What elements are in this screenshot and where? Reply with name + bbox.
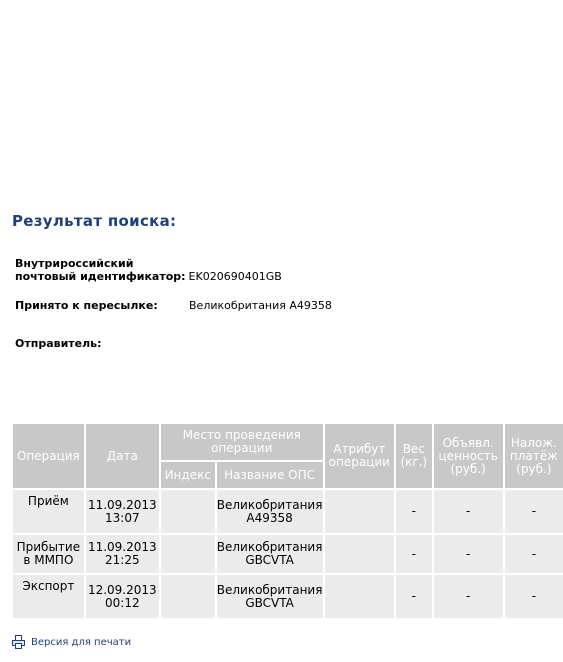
cell-declared-value: - [434, 535, 503, 573]
print-version-link[interactable] [12, 635, 131, 649]
cell-index [161, 535, 215, 573]
cell-date-day: 11.09.2013 [87, 497, 157, 512]
table-row [13, 575, 563, 618]
cell-ops-name [217, 490, 323, 533]
cell-cod: - [505, 490, 563, 533]
printer-icon [12, 635, 26, 649]
sender-label: Отправитель: [15, 337, 102, 350]
table-row [13, 535, 563, 573]
sender-row [15, 337, 102, 350]
header-cod: Налож. платёж (руб.) [505, 424, 563, 488]
accepted-value: Великобритания A49358 [189, 299, 332, 312]
cell-date-time: 13:07 [105, 510, 140, 525]
cell-weight: - [396, 535, 431, 573]
cell-date [86, 535, 159, 573]
cell-ops-country: Великобритания [216, 540, 323, 554]
cell-weight: - [396, 490, 431, 533]
cell-date-day: 11.09.2013 [87, 540, 157, 554]
cell-index [161, 490, 215, 533]
cell-attribute [325, 575, 395, 618]
cell-date [86, 490, 159, 533]
accepted-row [15, 299, 332, 312]
header-weight: Вес (кг.) [396, 424, 431, 488]
identifier-label-line1: Внутрироссийский [15, 257, 134, 270]
operations-table [13, 424, 563, 618]
page-title: Результат поиска: [12, 212, 177, 230]
cell-ops-code: GBCVTA [245, 595, 294, 610]
operations-table-wrap [13, 424, 563, 618]
cell-ops-name [217, 575, 323, 618]
cell-ops-name [217, 535, 323, 573]
cell-weight: - [396, 575, 431, 618]
header-operation: Операция [13, 424, 84, 488]
cell-index [161, 575, 215, 618]
cell-date-time: 21:25 [105, 553, 140, 567]
cell-operation-line2: в ММПО [23, 553, 74, 567]
cell-ops-country: Великобритания [216, 582, 323, 597]
cell-operation: Приём [13, 490, 84, 533]
cell-attribute [325, 535, 395, 573]
header-place: Место проведения операции [161, 424, 323, 460]
cell-declared-value: - [434, 575, 503, 618]
cell-date [86, 575, 159, 618]
cell-date-day: 12.09.2013 [87, 582, 157, 597]
identifier-label-line2: почтовый идентификатор: [15, 270, 186, 283]
cell-attribute [325, 490, 395, 533]
cell-ops-code: GBCVTA [245, 553, 294, 567]
cell-operation [13, 535, 84, 573]
accepted-label: Принято к пересылке: [15, 299, 158, 312]
header-attribute: Атрибут операции [325, 424, 395, 488]
table-row [13, 490, 563, 533]
cell-cod: - [505, 575, 563, 618]
identifier-row [15, 257, 415, 283]
cell-date-time: 00:12 [105, 595, 140, 610]
cell-operation-line1: Прибытие [16, 540, 81, 554]
cell-cod: - [505, 535, 563, 573]
cell-operation: Экспорт [13, 575, 84, 618]
header-index: Индекс [161, 462, 215, 488]
identifier-value: EK020690401GB [188, 270, 282, 283]
cell-ops-code: A49358 [246, 510, 293, 525]
cell-ops-country: Великобритания [216, 497, 323, 512]
print-version-label[interactable]: Версия для печати [31, 636, 132, 648]
cell-declared-value: - [434, 490, 503, 533]
header-ops-name: Название ОПС [217, 462, 323, 488]
header-date: Дата [86, 424, 159, 488]
header-declared-value: Объявл. ценность (руб.) [434, 424, 503, 488]
